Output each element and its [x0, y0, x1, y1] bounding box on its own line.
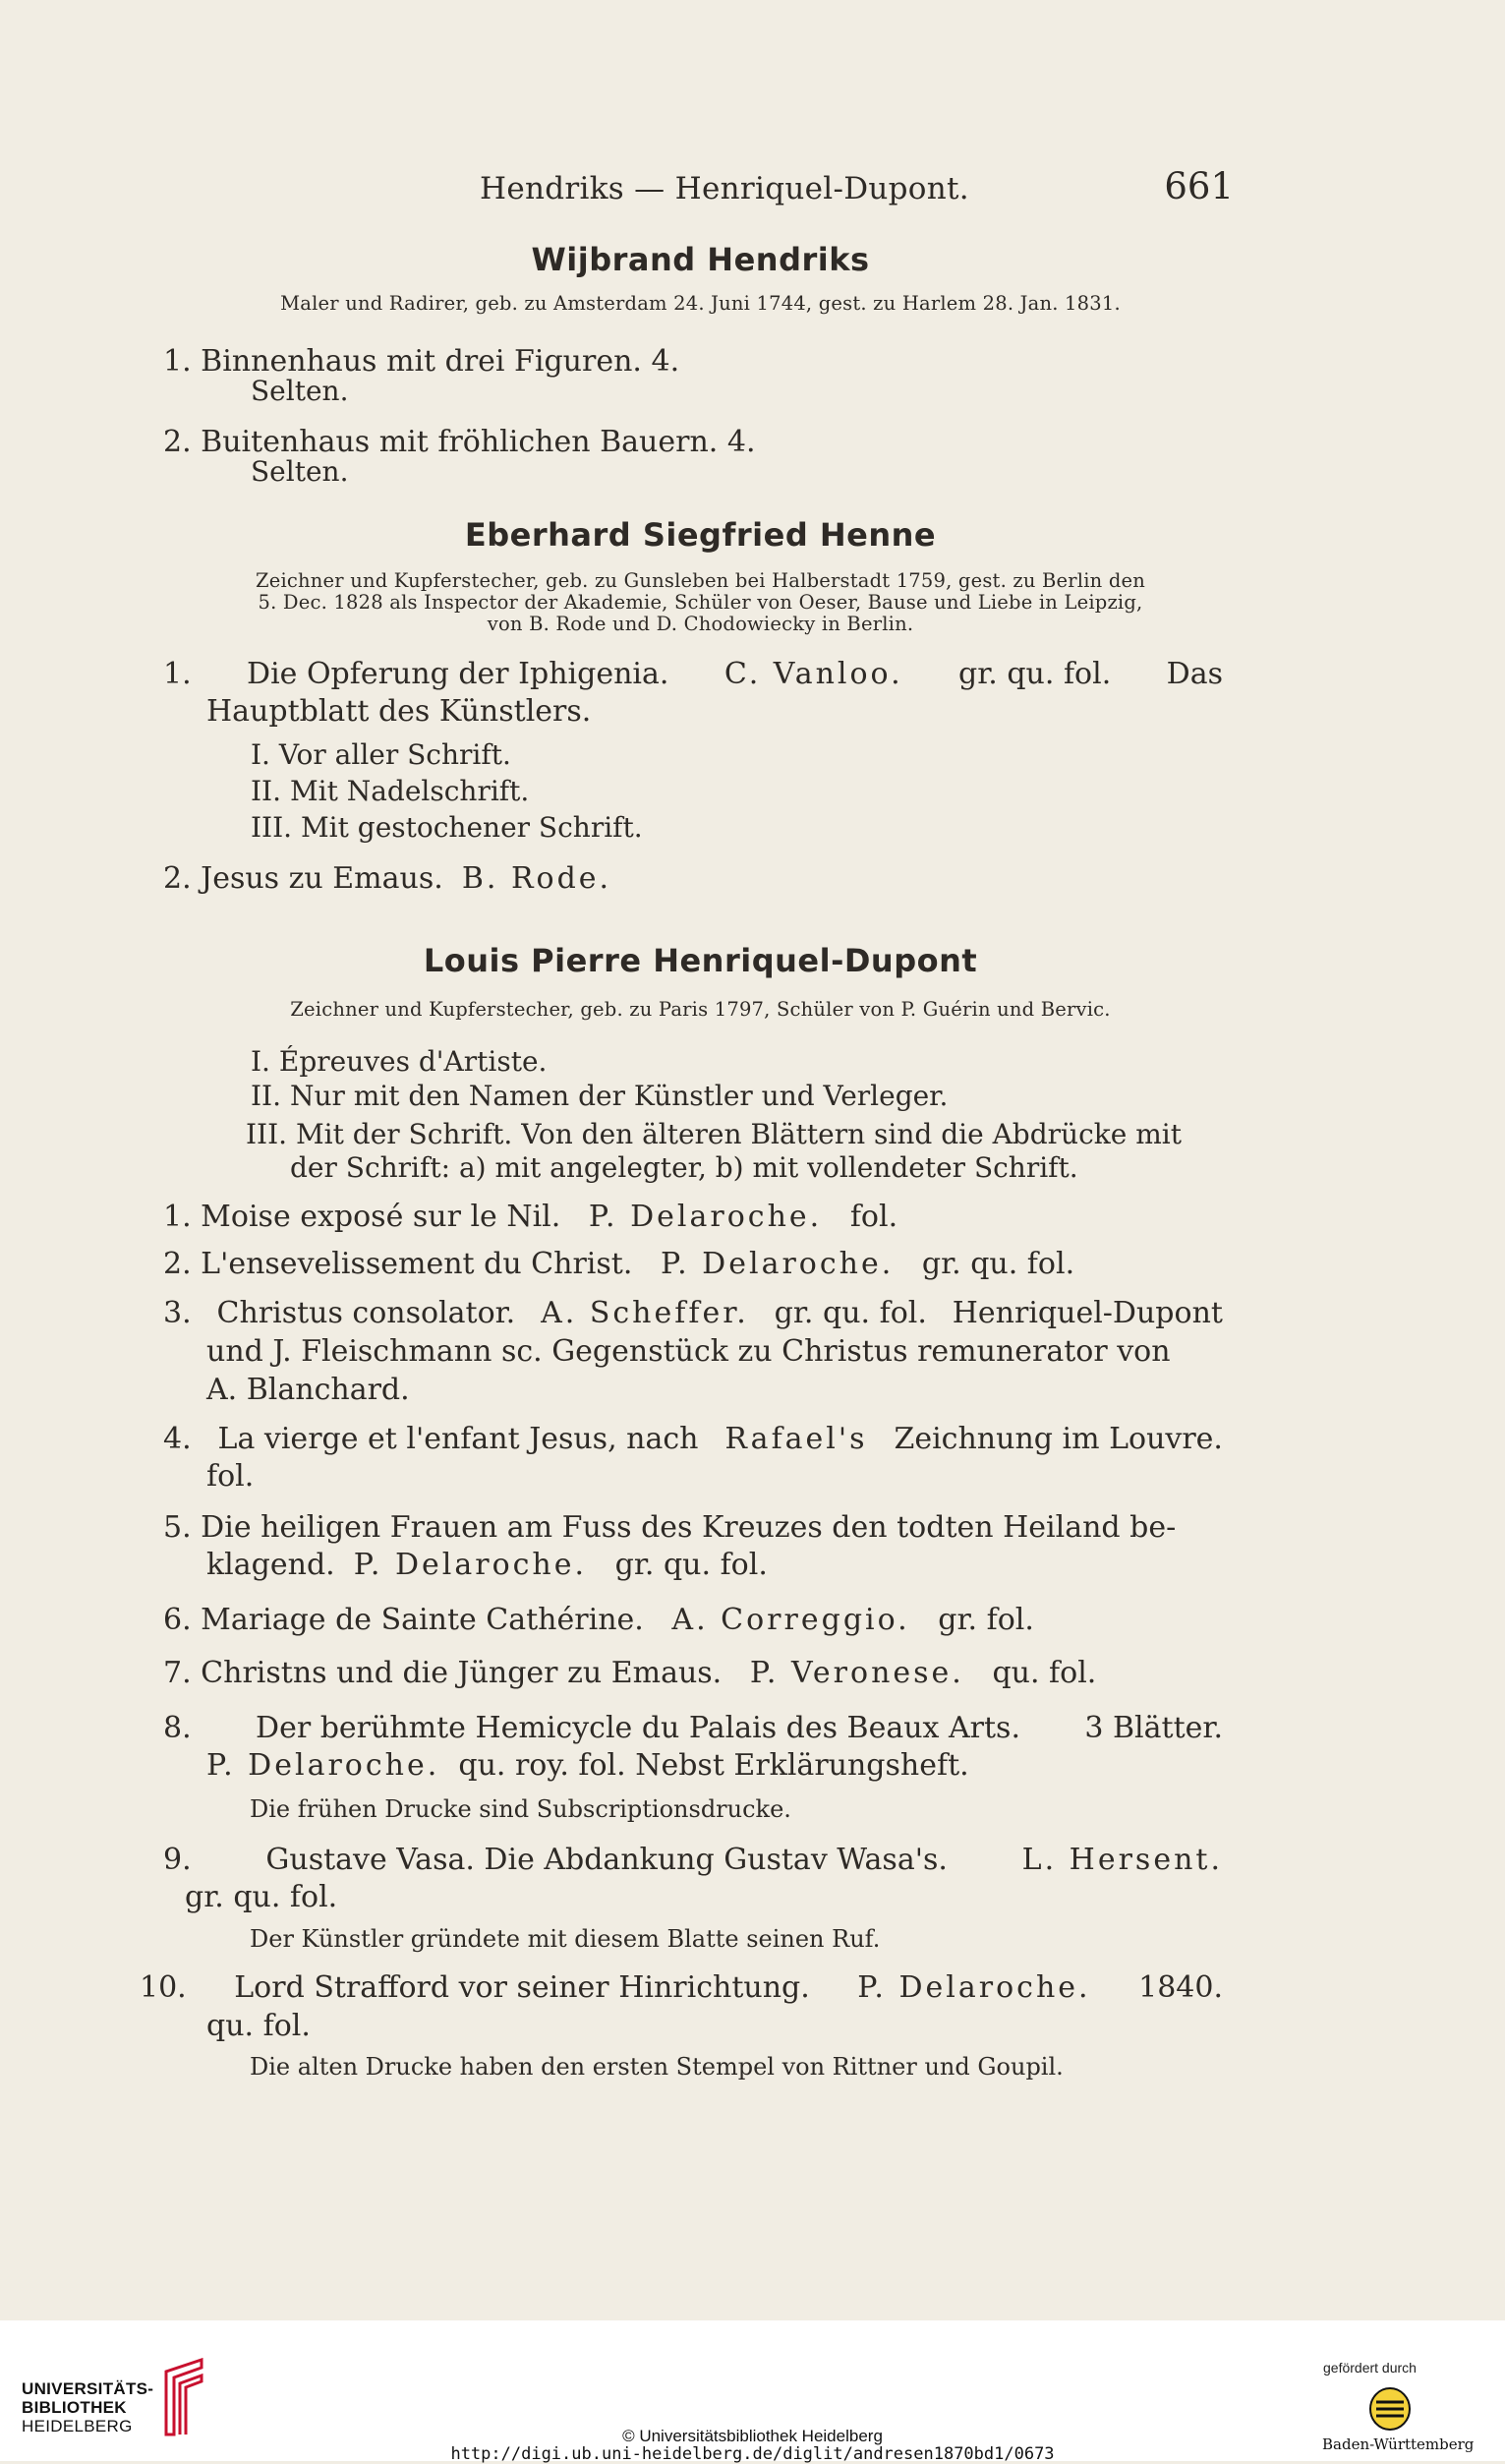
entry-year: 1840.	[1138, 1970, 1223, 2005]
entry-format: fol.	[849, 1200, 898, 1234]
funded-by-label: gefördert durch	[1323, 2360, 1417, 2376]
entry-format: gr. qu. fol.	[774, 1296, 927, 1330]
state-item: II. Mit Nadelschrift.	[251, 775, 530, 807]
running-head	[167, 165, 1234, 207]
catalog-entry	[163, 861, 611, 897]
catalog-entry: 6. Mariage de Sainte Cathérine. A. Correggio. gr. fol.	[163, 1603, 1034, 1637]
entry-artist: B. Rode.	[461, 861, 612, 896]
state-item: I. Vor aller Schrift.	[251, 738, 511, 771]
page-number: 661	[1164, 165, 1234, 207]
catalog-entry: 10. Lord Strafford vor seiner Hinrichtung. P. Delaroche. 1840.	[140, 1970, 1223, 2005]
entry-title: Der berühmte Hemicycle du Palais des Beaux Arts.	[256, 1711, 1020, 1745]
artist-bio-henriquel-dupont: Zeichner und Kupferstecher, geb. zu Paris 1797, Schüler von P. Guérin und Bervic.	[290, 998, 1111, 1021]
entry-note: Der Künstler gründete mit diesem Blatte seinen Ruf.	[250, 1925, 881, 1953]
entry-artist: L. Hersent.	[1021, 1843, 1223, 1877]
entry-continued: A. Blanchard.	[206, 1373, 410, 1407]
entry-artist: P. Delaroche.	[857, 1970, 1091, 2005]
entry-title: La vierge et l'enfant Jesus, nach	[217, 1422, 699, 1456]
state-coat-of-arms-icon	[1367, 2385, 1413, 2433]
entry-title-continued: Hauptblatt des Künstlers.	[206, 694, 592, 729]
artist-bio-line: von B. Rode und D. Chodowiecky in Berlin.	[487, 613, 914, 635]
state-item: I. Épreuves d'Artiste.	[251, 1045, 548, 1078]
state-item: III. Mit gestochener Schrift.	[251, 811, 643, 844]
entry-artist: P. Veronese.	[749, 1656, 964, 1690]
entry-note: Die alten Drucke haben den ersten Stempel von Rittner und Goupil.	[250, 2053, 1064, 2081]
catalog-entry: 1. Moise exposé sur le Nil. P. Delaroche. fol.	[163, 1200, 898, 1234]
entry-continued: fol.	[206, 1459, 255, 1494]
catalog-entry: 3. Christus consolator. A. Scheffer. gr. qu. fol. Henriquel-Dupont	[163, 1296, 1223, 1330]
artist-bio-hendriks: Maler und Radirer, geb. zu Amsterdam 24. Juni 1744, gest. zu Harlem 28. Jan. 1831.	[280, 292, 1121, 315]
entry-artist: A. Correggio.	[671, 1603, 910, 1637]
entry-artist: Rafael's	[724, 1422, 868, 1456]
entry-number: 2.	[163, 861, 192, 896]
entry-title-end: Zeichnung im Louvre.	[894, 1422, 1223, 1456]
catalog-entry: 8. Der berühmte Hemicycle du Palais des Beaux Arts. 3 Blätter.	[163, 1711, 1223, 1745]
entry-continued: und J. Fleischmann sc. Gegenstück zu Christus remunerator von	[206, 1334, 1171, 1369]
artist-bio-line: 5. Dec. 1828 als Inspector der Akademie, Schüler von Oeser, Bause und Liebe in Leipzig,	[258, 591, 1143, 614]
entry-title: Buitenhaus mit fröhlichen Bauern. 4.	[201, 425, 756, 459]
library-wordmark: UNIVERSITÄTS- BIBLIOTHEK HEIDELBERG	[22, 2379, 154, 2435]
entry-title: Die Opferung der Iphigenia.	[247, 657, 669, 691]
entry-format: gr. qu. fol.	[614, 1548, 768, 1582]
artist-heading-hendriks: Wijbrand Hendriks	[531, 241, 870, 278]
entry-title: Die heiligen Frauen am Fuss des Kreuzes den todten Heiland be-	[201, 1510, 1177, 1545]
entry-title: Jesus zu Emaus.	[201, 861, 443, 896]
entry-title: Mariage de Sainte Cathérine.	[201, 1603, 644, 1637]
entry-title: Binnenhaus mit drei Figuren. 4.	[201, 344, 680, 379]
permalink[interactable]: http://digi.ub.uni-heidelberg.de/diglit/andresen1870bd1/0673	[450, 2444, 1055, 2464]
entry-note: Die frühen Drucke sind Subscriptionsdrucke.	[250, 1795, 791, 1823]
entry-title: Gustave Vasa. Die Abdankung Gustav Wasa's.	[265, 1843, 948, 1877]
catalog-entry	[163, 344, 679, 380]
entry-engraver: Henriquel-Dupont	[952, 1296, 1223, 1330]
entry-artist: A. Scheffer.	[541, 1296, 749, 1330]
artist-heading-henne: Eberhard Siegfried Henne	[464, 516, 937, 554]
copyright-notice: © Universitätsbibliothek Heidelberg	[622, 2427, 883, 2445]
entry-title: Christus consolator.	[216, 1296, 516, 1330]
entry-number: 1.	[163, 344, 192, 379]
entry-artist: P. Delaroche.	[588, 1200, 823, 1234]
entry-continuation: Das	[1166, 657, 1223, 691]
entry-artist: P. Delaroche.	[353, 1548, 588, 1582]
entry-note: Selten.	[251, 455, 349, 488]
entry-continued: klagend. P. Delaroche. gr. qu. fol.	[206, 1548, 768, 1582]
catalog-entry: 7. Christns und die Jünger zu Emaus. P. Veronese. qu. fol.	[163, 1656, 1097, 1690]
digitization-footer	[0, 2320, 1505, 2464]
entry-artist: P. Delaroche.	[206, 1748, 440, 1783]
catalog-entry: 9. Gustave Vasa. Die Abdankung Gustav Wasa's. L. Hersent.	[163, 1843, 1223, 1877]
entry-format: gr. qu. fol.	[921, 1247, 1075, 1281]
running-title: Hendriks — Henriquel-Dupont.	[480, 171, 969, 206]
entry-artist: C. Vanloo.	[724, 657, 903, 691]
entry-title: Christns und die Jünger zu Emaus.	[201, 1656, 723, 1690]
state-item: II. Nur mit den Namen der Künstler und Verleger.	[251, 1080, 949, 1112]
entry-format: gr. fol.	[938, 1603, 1034, 1637]
entry-continued: P. Delaroche. qu. roy. fol. Nebst Erklärungsheft.	[206, 1748, 969, 1783]
catalog-entry: 2. L'ensevelissement du Christ. P. Delaroche. gr. qu. fol.	[163, 1247, 1075, 1281]
entry-sheet-count: 3 Blätter.	[1084, 1711, 1223, 1745]
entry-continued: gr. qu. fol.	[185, 1880, 338, 1914]
entry-number: 2.	[163, 425, 192, 459]
entry-artist: P. Delaroche.	[661, 1247, 895, 1281]
state-name: Baden-Württemberg	[1322, 2435, 1475, 2453]
state-item: III. Mit der Schrift. Von den älteren Blättern sind die Abdrücke mit	[246, 1118, 1182, 1150]
catalog-entry: 5. Die heiligen Frauen am Fuss des Kreuzes den todten Heiland be-	[163, 1510, 1177, 1545]
entry-note: Selten.	[251, 375, 349, 407]
state-item-continued: der Schrift: a) mit angelegter, b) mit vollendeter Schrift.	[290, 1151, 1078, 1184]
catalog-entry	[163, 657, 1223, 692]
catalog-entry: 4. La vierge et l'enfant Jesus, nach Rafael's Zeichnung im Louvre.	[163, 1422, 1223, 1456]
library-logo-icon	[162, 2358, 207, 2436]
entry-format: qu. fol.	[992, 1656, 1097, 1690]
artist-bio-line: Zeichner und Kupferstecher, geb. zu Gunsleben bei Halberstadt 1759, gest. zu Berlin den	[255, 569, 1146, 592]
entry-title: L'ensevelissement du Christ.	[201, 1247, 633, 1281]
entry-format: gr. qu. fol.	[958, 657, 1112, 691]
entry-title: Moise exposé sur le Nil.	[201, 1200, 561, 1234]
entry-title: Lord Strafford vor seiner Hinrichtung.	[234, 1970, 810, 2005]
entry-continued: qu. fol.	[206, 2009, 311, 2043]
artist-heading-henriquel-dupont: Louis Pierre Henriquel-Dupont	[423, 942, 978, 979]
entry-number: 1.	[163, 657, 192, 691]
